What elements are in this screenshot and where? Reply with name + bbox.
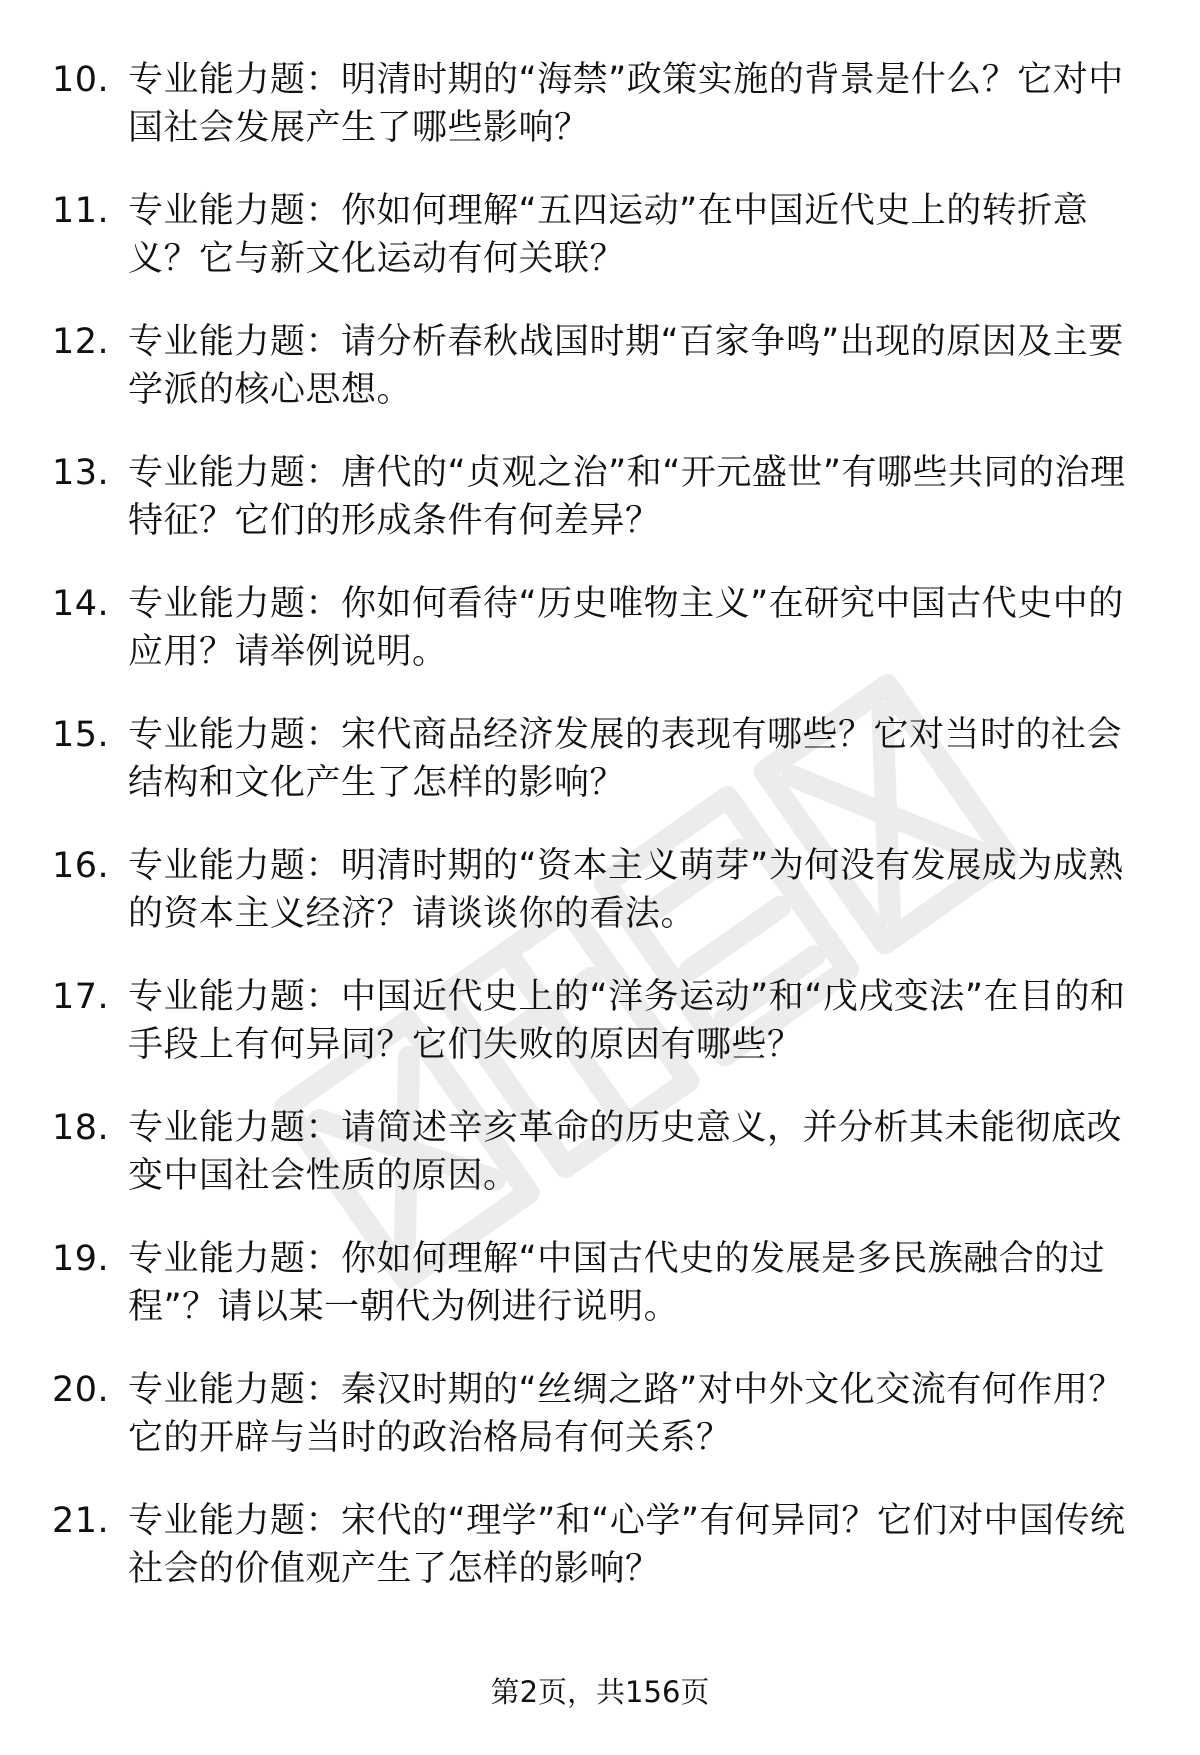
question-number: 16. <box>52 846 110 886</box>
question-text: 专业能力题：明清时期的“资本主义萌芽”为何没有发展成为成熟的资本主义经济？请谈谈你的看法。 <box>128 846 1124 934</box>
question-item <box>52 449 1152 580</box>
question-number: 15. <box>52 715 110 755</box>
question-text: 专业能力题：宋代的“理学”和“心学”有何异同？它们对中国传统社会的价值观产生了怎样的影响？ <box>128 1501 1126 1589</box>
question-number: 12. <box>52 322 110 362</box>
question-item <box>52 56 1152 187</box>
page-number-label: 第2页，共156页 <box>490 1675 710 1709</box>
question-item <box>52 711 1152 842</box>
question-item <box>52 187 1152 318</box>
question-number: 11. <box>52 191 110 231</box>
question-item <box>52 1497 1152 1628</box>
question-text: 专业能力题：你如何看待“历史唯物主义”在研究中国古代史中的应用？请举例说明。 <box>128 584 1124 672</box>
question-text: 专业能力题：你如何理解“中国古代史的发展是多民族融合的过程”？请以某一朝代为例进行说明。 <box>128 1239 1106 1327</box>
question-number: 10. <box>52 60 110 100</box>
question-item <box>52 1366 1152 1497</box>
page-footer <box>0 1672 1200 1712</box>
question-text: 专业能力题：秦汉时期的“丝绸之路”对中外文化交流有何作用？它的开辟与当时的政治格局有何关系？ <box>128 1370 1124 1458</box>
question-text: 专业能力题：宋代商品经济发展的表现有哪些？它对当时的社会结构和文化产生了怎样的影响？ <box>128 715 1123 803</box>
question-item <box>52 580 1152 711</box>
question-text: 专业能力题：你如何理解“五四运动”在中国近代史上的转折意义？它与新文化运动有何关联？ <box>128 191 1089 279</box>
question-item <box>52 1104 1152 1235</box>
question-item <box>52 1235 1152 1366</box>
question-item <box>52 318 1152 449</box>
question-item <box>52 973 1152 1104</box>
question-list <box>52 56 1152 1628</box>
question-number: 13. <box>52 453 110 493</box>
question-number: 14. <box>52 584 110 624</box>
question-item <box>52 842 1152 973</box>
question-number: 19. <box>52 1239 110 1279</box>
question-number: 20. <box>52 1370 110 1410</box>
question-text: 专业能力题：中国近代史上的“洋务运动”和“戊戌变法”在目的和手段上有何异同？它们失败的原因有哪些？ <box>128 977 1126 1065</box>
question-number: 17. <box>52 977 110 1017</box>
question-text: 专业能力题：请简述辛亥革命的历史意义，并分析其未能彻底改变中国社会性质的原因。 <box>128 1108 1123 1196</box>
question-number: 18. <box>52 1108 110 1148</box>
question-text: 专业能力题：请分析春秋战国时期“百家争鸣”出现的原因及主要学派的核心思想。 <box>128 322 1124 410</box>
question-number: 21. <box>52 1501 110 1541</box>
question-text: 专业能力题：明清时期的“海禁”政策实施的背景是什么？它对中国社会发展产生了哪些影响？ <box>128 60 1124 148</box>
question-text: 专业能力题：唐代的“贞观之治”和“开元盛世”有哪些共同的治理特征？它们的形成条件有何差异？ <box>128 453 1126 541</box>
